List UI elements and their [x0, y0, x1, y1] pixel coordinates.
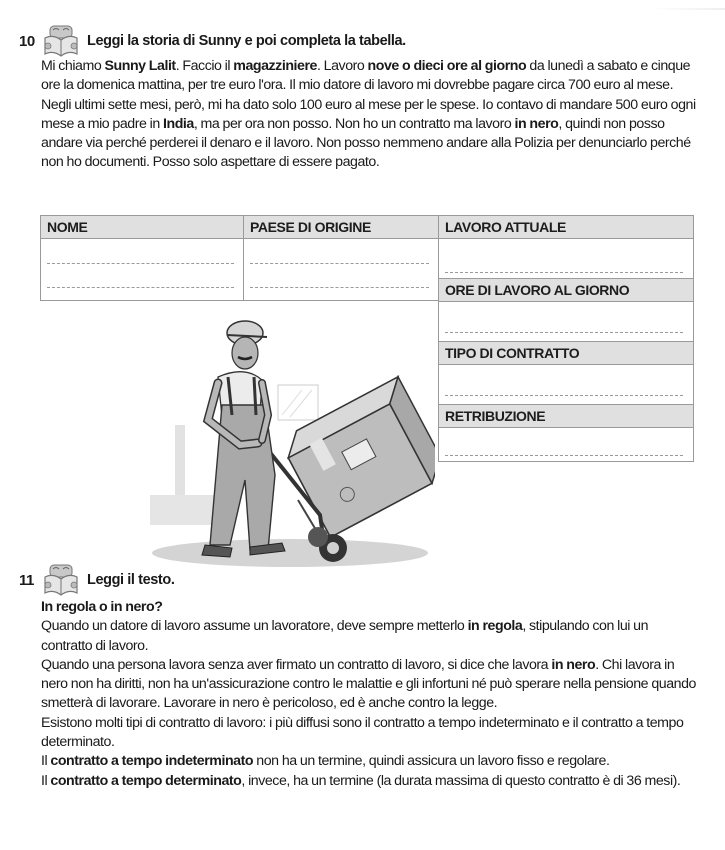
header-nome: NOME	[40, 215, 245, 239]
header-paese: PAESE DI ORIGINE	[243, 215, 440, 239]
article	[41, 598, 696, 791]
text-run: Il	[41, 753, 51, 770]
story-text	[41, 57, 696, 173]
bold-term: contratto a tempo determinato	[50, 772, 242, 789]
header-retribuzione: RETRIBUZIONE	[438, 404, 694, 428]
text-run: da lunedì a sabato e cinque ore la domenica mattina, per tre euro l'ora. Il mio datore di lavoro mi dovrebbe pagare circa 700 euro al mese. Negli ultimi sette mesi, però, mi ha dato solo 100 euro al mese per le spese. Io contavo di mandare 500 euro ogni mese a mio padre in	[41, 58, 696, 132]
article-paragraph	[41, 714, 696, 753]
bold-term: India	[162, 115, 194, 132]
answer-line	[445, 272, 683, 273]
text-run: . Faccio il	[175, 58, 234, 74]
text-run: . Lavoro	[316, 58, 368, 74]
text-run: Il	[41, 772, 51, 789]
bold-term: nove o dieci ore al giorno	[367, 58, 527, 74]
page-edge-shadow	[650, 8, 725, 10]
book-reading-icon	[43, 563, 79, 597]
article-paragraph	[41, 752, 696, 771]
text-run: , quindi non posso andare via perché perderei il denaro e il lavoro. Non posso nemmeno andare alla Polizia per denunciarlo perché non ho documenti. Posso solo aspettare di essere pagato.	[41, 115, 691, 171]
text-run: , ma per ora non posso. Non ho un contratto ma lavoro	[193, 115, 515, 132]
lavoro-field[interactable]	[438, 239, 694, 279]
exercise-number: 10	[19, 32, 35, 50]
exercise-number: 11	[19, 571, 34, 589]
text-run: Mi chiamo	[41, 58, 105, 74]
bold-term: Sunny Lalit	[104, 58, 176, 74]
bold-term: in nero	[514, 115, 559, 132]
text-run: Esistono molti tipi di contratto di lavoro: i più diffusi sono il contratto a tempo indeterminato e il contratto a tempo determinato.	[41, 714, 684, 751]
answer-line	[445, 395, 683, 396]
bold-term: in regola	[467, 618, 523, 635]
worker-hand-truck-illustration	[150, 305, 435, 575]
text-run: , invece, ha un termine (la durata massima di questo contratto è di 36 mesi).	[241, 772, 681, 789]
header-ore: ORE DI LAVORO AL GIORNO	[438, 278, 694, 302]
text-run: Quando una persona lavora senza aver firmato un contratto di lavoro, si dice che lavora	[41, 656, 552, 673]
text-run: non ha un termine, quindi assicura un lavoro fisso e regolare.	[253, 753, 610, 770]
article-subtitle: In regola o in nero?	[41, 599, 163, 615]
header-contratto: TIPO DI CONTRATTO	[438, 341, 694, 365]
answer-line	[445, 455, 683, 456]
text-run: Quando un datore di lavoro assume un lavoratore, deve sempre metterlo	[41, 618, 468, 635]
article-paragraph	[41, 656, 696, 714]
bold-term: magazziniere	[233, 58, 317, 74]
answer-line	[47, 287, 234, 288]
ore-field[interactable]	[438, 302, 694, 342]
answer-line	[250, 287, 429, 288]
article-paragraph	[41, 617, 696, 656]
exercise-title: Leggi la storia di Sunny e poi completa la tabella.	[87, 33, 406, 49]
answer-line	[250, 263, 429, 264]
header-lavoro: LAVORO ATTUALE	[438, 215, 694, 239]
article-body	[41, 617, 696, 791]
text-run: , stipulando con lui un contratto di lavoro.	[41, 618, 649, 654]
retribuzione-field[interactable]	[438, 428, 694, 462]
answer-line	[47, 263, 234, 264]
text-run: . Chi lavora in nero non ha diritti, non ha un'assicurazione contro le malattie e gli infortuni né può sperare nella pensione quando smetterà di lavorare. Lavorare in nero è pericoloso, ed è anche contro la legge.	[41, 656, 696, 712]
contratto-field[interactable]	[438, 365, 694, 405]
paese-field[interactable]	[243, 239, 440, 301]
exercise-11-header	[19, 563, 174, 597]
article-paragraph	[41, 772, 696, 791]
exercise-10-header	[19, 24, 406, 58]
exercise-title: Leggi il testo.	[87, 572, 175, 588]
answer-line	[445, 332, 683, 333]
bold-term: in nero	[551, 656, 596, 673]
nome-field[interactable]	[40, 239, 245, 301]
bold-term: contratto a tempo indeterminato	[50, 753, 254, 770]
book-reading-icon	[43, 24, 79, 58]
